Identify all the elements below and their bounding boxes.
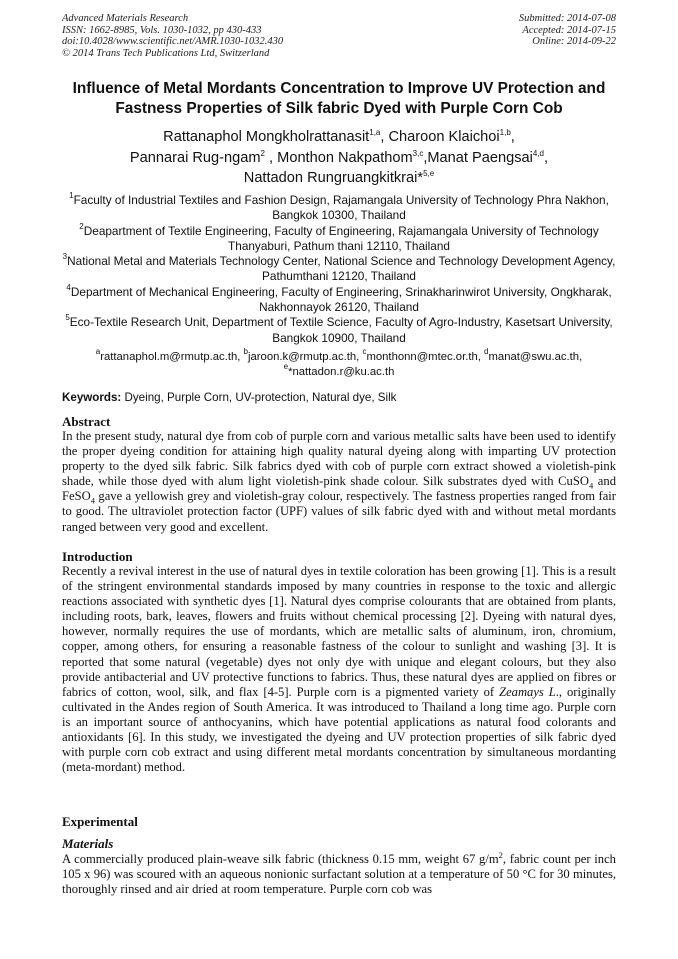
- author-list: [40, 127, 638, 189]
- abstract-text: In the present study, natural dye from cob of purple corn and various metallic salts have been used to identify the proper dyeing condition for attaining high quality natural dyeing along with imparting UV protection property to the dyed silk fabric. Silk fabrics dyed with cob of purple corn extract showed a violetish-pink shade, while those dyed with alum light violetish-pink shade colour. Silk substrates dyed with CuSO: [62, 429, 616, 489]
- email-sup: a: [95, 347, 101, 356]
- materials-heading: Materials: [62, 836, 114, 851]
- keywords-text: Dyeing, Purple Corn, UV-protection, Natural dye, Silk: [124, 391, 397, 404]
- author-line: Pannarai Rug-ngam$^2$ , Monthon Nakpathom$^{3,c}$,Manat Paengsai$^{4,d}$,: [129, 148, 549, 166]
- materials-text: , fabric count per inch 105 x 96) was scoured with an aqueous nonionic surfactant solution at a temperature of 50 °C for 30 minutes, thoroughly rinsed and air dried at room temperature. Purple corn cob was: [62, 852, 616, 897]
- abstract-paragraph: [62, 429, 616, 535]
- keywords: [62, 391, 616, 405]
- affiliation-text: National Metal and Materials Technology Center, National Science and Technology Development Agency, Pathumthani 12120, Thailand: [67, 254, 616, 284]
- author-sup: 3,c: [412, 148, 424, 158]
- affiliation-list: [62, 193, 616, 346]
- dates-header: [519, 13, 616, 48]
- email-link[interactable]: manat@swu.ac.th,: [488, 351, 583, 363]
- email-link[interactable]: rattanaphol.m@rmutp.ac.th,: [100, 351, 241, 363]
- author-line: [40, 168, 638, 189]
- doi-line: doi:10.4028/www.scientific.net/AMR.1030-1032.430: [62, 36, 284, 48]
- journal-name: Advanced Materials Research: [62, 13, 189, 24]
- affiliation-sup: 3: [62, 252, 68, 262]
- email-sup: b: [243, 347, 248, 356]
- abstract-text: gave a yellowish grey and violetish-gray colour, respectively. The fastness properties ranged from fair to good. The ultraviolet protection factor (UPF) values of silk fabric dyed with and without metal mordants ranged between very good and excellent.: [62, 489, 616, 534]
- introduction-heading: Introduction: [62, 549, 133, 564]
- paper-title: Influence of Metal Mordants Concentration to Improve UV Protection and Fastness Properties of Silk fabric Dyed with Purple Corn Cob: [72, 80, 606, 117]
- affiliation-sup: 1: [69, 191, 74, 200]
- email-sup: d: [484, 347, 489, 356]
- author-name: Monthon Nakpathom: [277, 149, 413, 166]
- subscript: 4: [90, 495, 95, 506]
- author-sup: 4,d: [532, 148, 544, 158]
- abstract-heading: Abstract: [62, 414, 111, 429]
- materials-text: A commercially produced plain-weave silk fabric (thickness 0.15 mm, weight 67 g/m: [62, 852, 499, 866]
- affiliation-text: Deapartment of Textile Engineering, Faculty of Engineering, Rajamangala University of Technology Thanyaburi, Pathum thani 12110, Thailand: [83, 223, 599, 253]
- subscript: 4: [588, 480, 594, 491]
- species-name: Zeamays L: [499, 684, 556, 699]
- affiliation-text: Department of Mechanical Engineering, Faculty of Engineering, Srinakharinwirot University, Ongkharak, Nakhonnayok 26120, Thailand: [70, 284, 612, 315]
- email-link[interactable]: *nattadon.r@ku.ac.th: [288, 366, 395, 379]
- affiliation-text: Eco-Textile Research Unit, Department of Textile Science, Faculty of Agro-Industry, Kasetsart University, Bangkok 10900, Thailand: [69, 315, 613, 345]
- superscript: 2: [498, 849, 503, 860]
- author-name: Nattadon Rungruangkitkrai*: [243, 170, 424, 186]
- author-sup: 1,a: [369, 128, 381, 137]
- email-link[interactable]: jaroon.k@rmutp.ac.th,: [248, 351, 360, 363]
- affiliation: [62, 193, 616, 224]
- author-name: Rattanaphol Mongkholrattanasit: [163, 129, 370, 145]
- affiliation-sup: 5: [65, 313, 70, 323]
- email-line: [50, 362, 628, 380]
- email-list: [50, 347, 628, 381]
- author-name: Charoon Klaichoi: [388, 129, 500, 145]
- affiliation-sup: 4: [66, 282, 71, 292]
- affiliation: [62, 282, 616, 316]
- online-date: Online: 2014-09-22: [532, 36, 616, 48]
- introduction-text: Recently a revival interest in the use of natural dyes in textile coloration has been growing [1]. This is a result of the stringent environmental standards imposed by many countries in response to the toxic and allergic reactions associated with synthetic dyes [1]. Natural dyes comprise colourants that are obtained from plants, including roots, bark, leaves, flowers and fruits without chemical processing [2]. Dyeing with natural dyes, however, normally requires the use of mordants, which are metallic salts of aluminum, iron, chromium, copper, among others, for ensuring a reasonable fastness of the colour to sunlight and washing [3]. It is reported that some natural (vegetable) dyes not only dye with unique and elegant colours, but they also provide antibacterial and UV protective functions to fabrics. Thus, these natural dyes are applied on fibres or fabrics of cotton, wool, silk, and flax [4-5]. Purple corn is a pigmented variety of: [62, 564, 616, 699]
- keywords-label: Keywords:: [62, 391, 122, 404]
- author-sup: 5,e: [423, 169, 435, 178]
- affiliation: [62, 254, 616, 285]
- email-link[interactable]: monthonn@mtec.or.th,: [366, 351, 481, 363]
- introduction-paragraph: [62, 564, 616, 775]
- journal-header: [62, 13, 283, 59]
- affiliation-sup: 2: [79, 221, 84, 231]
- author-name: Manat Paengsai: [427, 149, 533, 166]
- materials-paragraph: [62, 849, 616, 897]
- author-name: Pannarai Rug-ngam: [129, 149, 261, 166]
- email-sup: c: [362, 347, 367, 356]
- abstract-text: and FeSO: [62, 474, 616, 504]
- email-line: [50, 347, 628, 365]
- experimental-heading: Experimental: [62, 814, 138, 829]
- issn-line: ISSN: 1662-8985, Vols. 1030-1032, pp 430-433: [62, 24, 262, 36]
- submitted-date: Submitted: 2014-07-08: [518, 13, 616, 24]
- author-sup: 1,b: [499, 128, 511, 137]
- author-line: Rattanaphol Mongkholrattanasit$^{1,a}$, Charoon Klaichoi$^{1,b}$,: [163, 128, 515, 145]
- affiliation: [62, 315, 616, 346]
- affiliation-text: Faculty of Industrial Textiles and Fashion Design, Rajamangala University of Technology Phra Nakhon, Bangkok 10300, Thailand: [73, 193, 609, 223]
- author-sup: 2: [260, 148, 265, 158]
- accepted-date: Accepted: 2014-07-15: [522, 24, 616, 36]
- email-sup: e: [283, 362, 289, 372]
- copyright-line: © 2014 Trans Tech Publications Ltd, Switzerland: [62, 47, 270, 59]
- introduction-text: ., originally cultivated in the Andes region of South America. It was introduced to Thailand a long time ago. Purple corn is an important source of anthocyanins, which have potential applications as natural food colorants and antioxidants [6]. In this study, we investigated the dyeing and UV protection properties of silk fabric dyed with purple corn cob extract and using different metal mordants concentration by simultaneous mordanting (meta-mordant) method.: [62, 684, 616, 775]
- affiliation: [62, 221, 616, 255]
